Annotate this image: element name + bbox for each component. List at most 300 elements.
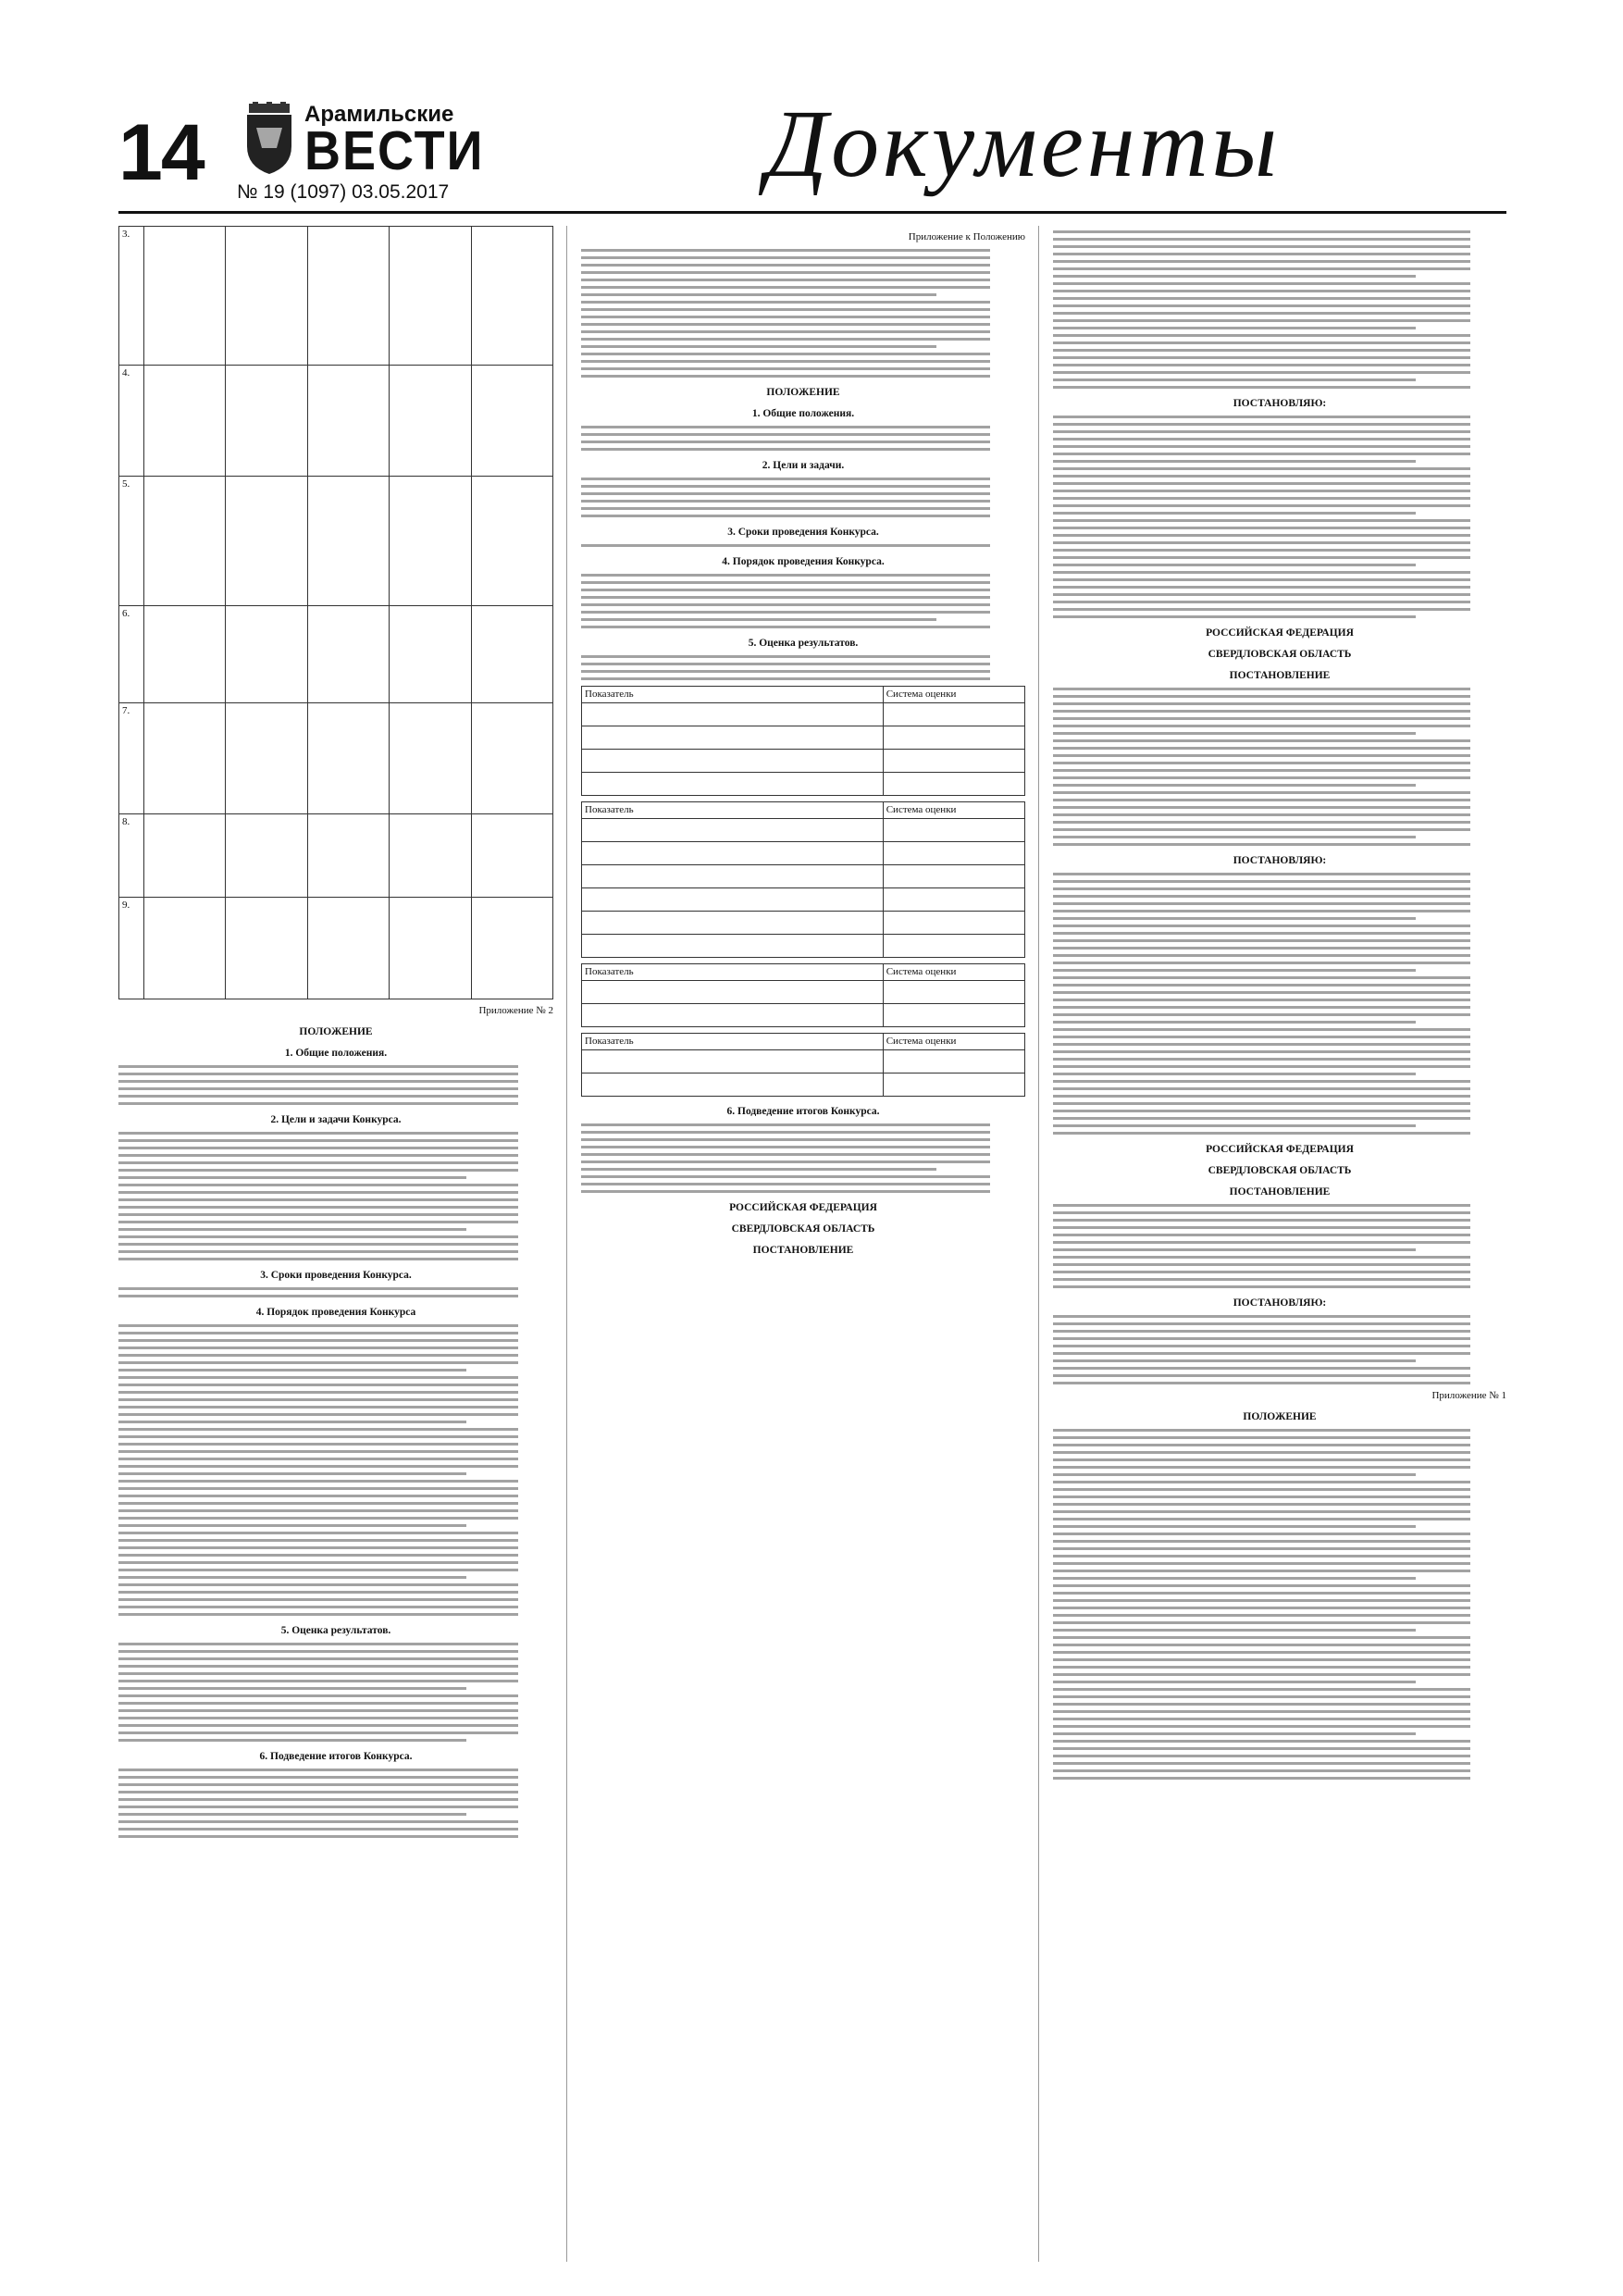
illegible-text-line <box>118 1361 518 1364</box>
illegible-text-line <box>1053 245 1470 248</box>
closing-post: ПОСТАНОВЛЕНИЕ <box>752 1245 854 1256</box>
illegible-text-line <box>1053 1621 1470 1624</box>
illegible-text-line <box>1053 1703 1470 1706</box>
table-cell <box>582 703 884 726</box>
table-cell <box>582 1004 884 1027</box>
illegible-text-line <box>1053 1547 1470 1550</box>
illegible-text-line <box>1053 282 1470 285</box>
illegible-text-line <box>1053 1256 1470 1259</box>
illegible-text-line <box>1053 1496 1470 1498</box>
illegible-text-line <box>1053 319 1470 322</box>
illegible-text-line <box>581 316 990 318</box>
illegible-text-line <box>1053 1028 1470 1031</box>
illegible-text-line <box>1053 1666 1470 1669</box>
illegible-text-line <box>1053 821 1470 824</box>
section-heading: 4. Порядок проведения Конкурса. <box>722 556 885 567</box>
illegible-text-line <box>581 603 990 606</box>
illegible-text-line <box>1053 534 1470 537</box>
illegible-text-line <box>581 433 990 436</box>
illegible-text-line <box>1053 230 1470 233</box>
illegible-text-line <box>1053 593 1470 596</box>
illegible-text-line <box>118 1702 518 1705</box>
illegible-text-line <box>1053 1629 1416 1632</box>
illegible-text-line <box>1053 334 1470 337</box>
section-heading: 5. Оценка результатов. <box>748 638 859 649</box>
illegible-text-line <box>118 1495 518 1497</box>
table-row <box>119 366 553 477</box>
illegible-text-line <box>1053 1322 1470 1325</box>
illegible-text-line <box>118 1087 518 1090</box>
illegible-text-line <box>1053 813 1470 816</box>
illegible-text-line <box>581 478 990 480</box>
illegible-text-line <box>1053 1451 1470 1454</box>
nomination-table <box>581 686 1025 796</box>
illegible-text-line <box>118 1472 466 1475</box>
illegible-text-line <box>1053 1584 1470 1587</box>
section-heading: 4. Порядок проведения Конкурса <box>255 1307 416 1318</box>
illegible-text-line <box>118 1443 518 1446</box>
table-cell <box>307 227 389 366</box>
illegible-text-line <box>1053 1374 1470 1377</box>
illegible-text-line <box>1053 1488 1470 1491</box>
table-cell <box>144 898 226 999</box>
illegible-text-line <box>1053 1481 1470 1483</box>
illegible-text-line <box>118 1198 518 1201</box>
illegible-text-line <box>1053 695 1470 698</box>
illegible-text-line <box>1053 969 1416 972</box>
illegible-text-line <box>118 1657 518 1660</box>
illegible-text-line <box>1053 482 1470 485</box>
table-header-cell: Система оценки <box>883 964 1024 981</box>
regulation-heading: ПОЛОЖЕНИЕ <box>299 1026 373 1037</box>
illegible-text-line <box>581 1183 990 1185</box>
illegible-text-line <box>1053 1359 1416 1362</box>
illegible-text-line <box>1053 1673 1470 1676</box>
illegible-text-line <box>1053 1518 1470 1520</box>
table-row <box>582 773 1025 796</box>
illegible-text-line <box>1053 1263 1470 1266</box>
illegible-text-line <box>1053 586 1470 589</box>
section-heading: 2. Цели и задачи Конкурса. <box>270 1114 402 1125</box>
illegible-text-line <box>1053 999 1470 1001</box>
section-heading: 3. Сроки проведения Конкурса. <box>727 527 879 538</box>
region-heading: СВЕРДЛОВСКАЯ ОБЛАСТЬ <box>1208 649 1352 660</box>
illegible-text-line <box>1053 1352 1470 1355</box>
table-row <box>582 819 1025 842</box>
table-cell <box>471 227 552 366</box>
illegible-text-line <box>1053 1036 1470 1038</box>
table-header-cell: Показатель <box>582 1034 884 1050</box>
table-cell <box>390 477 471 606</box>
illegible-text-line <box>1053 430 1470 433</box>
illegible-text-line <box>1053 541 1470 544</box>
regulation-heading-3: ПОЛОЖЕНИЕ <box>1243 1411 1317 1422</box>
illegible-text-line <box>118 1287 518 1290</box>
table-row <box>582 726 1025 750</box>
table-cell <box>307 606 389 703</box>
illegible-text-line <box>1053 1599 1470 1602</box>
illegible-text-line <box>581 485 990 488</box>
regulation-sections <box>118 1048 553 1838</box>
table-row <box>119 898 553 999</box>
illegible-text-line <box>581 375 990 378</box>
section-title: Документы <box>766 91 1282 197</box>
illegible-text-line <box>1053 1065 1470 1068</box>
table-cell <box>144 477 226 606</box>
illegible-text-line <box>118 1384 518 1386</box>
illegible-text-line <box>118 1724 518 1727</box>
illegible-text-line <box>118 1539 518 1542</box>
illegible-text-line <box>1053 312 1470 315</box>
illegible-text-line <box>1053 776 1470 779</box>
decree-1-body <box>1053 416 1506 618</box>
illegible-text-line <box>581 286 990 289</box>
illegible-text-line <box>1053 460 1416 463</box>
post-heading: ПОСТАНОВЛЕНИЕ <box>1229 670 1331 681</box>
illegible-text-line <box>1053 939 1470 942</box>
illegible-text-line <box>581 677 990 680</box>
illegible-text-line <box>581 308 990 311</box>
illegible-text-line <box>1053 1132 1470 1135</box>
illegible-text-line <box>118 1532 518 1534</box>
decree-2-text <box>1053 688 1506 846</box>
section-heading: 6. Подведение итогов Конкурса. <box>259 1751 413 1762</box>
illegible-text-line <box>118 1161 518 1164</box>
commission-list <box>581 249 1025 378</box>
illegible-text-line <box>1053 976 1470 979</box>
illegible-text-line <box>1053 438 1470 441</box>
decree-3-heading: ПОСТАНОВЛЯЮ: <box>1233 1297 1327 1309</box>
illegible-text-line <box>581 441 990 443</box>
illegible-text-line <box>1053 416 1470 418</box>
illegible-text-line <box>1053 947 1470 949</box>
illegible-text-line <box>1053 341 1470 344</box>
illegible-text-line <box>581 249 990 252</box>
table-cell <box>307 703 389 814</box>
illegible-text-line <box>118 1406 518 1409</box>
illegible-text-line <box>1053 608 1470 611</box>
illegible-text-line <box>1053 1570 1470 1572</box>
table-cell <box>390 703 471 814</box>
issue-number: № 19 (1097) 03.05.2017 <box>237 181 450 203</box>
table-header-cell: Показатель <box>582 802 884 819</box>
illegible-text-line <box>118 1258 518 1260</box>
illegible-text-line <box>118 1813 466 1816</box>
illegible-text-line <box>1053 1211 1470 1214</box>
illegible-text-line <box>1053 275 1416 278</box>
table-cell <box>582 888 884 912</box>
illegible-text-line <box>1053 1651 1470 1654</box>
table-cell <box>144 227 226 366</box>
section-heading: 2. Цели и задачи. <box>762 460 845 471</box>
illegible-text-line <box>118 1524 466 1527</box>
illegible-text-line <box>1053 925 1470 927</box>
illegible-text-line <box>581 338 990 341</box>
illegible-text-line <box>581 367 990 370</box>
illegible-text-line <box>118 1191 518 1194</box>
illegible-text-line <box>1053 710 1470 713</box>
closing-region: СВЕРДЛОВСКАЯ ОБЛАСТЬ <box>731 1223 875 1235</box>
illegible-text-line <box>581 256 990 259</box>
illegible-text-line <box>581 544 990 547</box>
row-number: 9. <box>119 898 144 999</box>
illegible-text-line <box>118 1650 518 1653</box>
illegible-text-line <box>118 1739 466 1742</box>
illegible-text-line <box>1053 379 1416 381</box>
masthead-rule <box>118 211 1506 214</box>
table-cell <box>471 703 552 814</box>
illegible-text-line <box>581 1131 990 1134</box>
table-row <box>582 935 1025 958</box>
illegible-text-line <box>118 1776 518 1779</box>
illegible-text-line <box>118 1569 518 1571</box>
column-divider <box>566 226 567 2262</box>
illegible-text-line <box>581 271 990 274</box>
illegible-text-line <box>118 1598 518 1601</box>
illegible-text-line <box>1053 1644 1470 1646</box>
illegible-text-line <box>1053 895 1470 898</box>
table-row <box>119 477 553 606</box>
masthead <box>118 89 1506 209</box>
table-row <box>582 912 1025 935</box>
illegible-text-line <box>1053 260 1470 263</box>
table-row <box>119 227 553 366</box>
illegible-text-line <box>1053 991 1470 994</box>
table-row <box>119 606 553 703</box>
table-cell <box>582 726 884 750</box>
illegible-text-line <box>1053 769 1470 772</box>
illegible-text-line <box>1053 1762 1470 1765</box>
illegible-text-line <box>1053 1248 1416 1251</box>
table-header-cell: Система оценки <box>883 1034 1024 1050</box>
table-cell <box>883 1004 1024 1027</box>
illegible-text-line <box>1053 1755 1470 1757</box>
table-row <box>582 865 1025 888</box>
table-cell <box>883 726 1024 750</box>
illegible-text-line <box>1053 836 1416 838</box>
table-cell <box>582 773 884 796</box>
illegible-text-line <box>1053 910 1470 912</box>
illegible-text-line <box>118 1769 518 1771</box>
column-divider <box>1038 226 1039 2262</box>
illegible-text-line <box>118 1820 518 1823</box>
illegible-text-line <box>1053 1219 1470 1222</box>
illegible-text-line <box>1053 1050 1470 1053</box>
table-row <box>582 1050 1025 1074</box>
brand-big: ВЕСТИ <box>304 120 485 181</box>
illegible-text-line <box>118 1480 518 1483</box>
illegible-text-line <box>118 1450 518 1453</box>
illegible-text-line <box>118 1591 518 1594</box>
table-cell <box>390 366 471 477</box>
illegible-text-line <box>118 1339 518 1342</box>
illegible-text-line <box>581 448 990 451</box>
illegible-text-line <box>1053 327 1416 329</box>
illegible-text-line <box>118 1421 466 1423</box>
row-number: 5. <box>119 477 144 606</box>
table-cell <box>144 703 226 814</box>
illegible-text-line <box>1053 1725 1470 1728</box>
illegible-text-line <box>118 1561 518 1564</box>
illegible-text-line <box>1053 1777 1470 1780</box>
illegible-text-line <box>581 670 990 673</box>
illegible-text-line <box>118 1169 518 1172</box>
table-cell <box>226 477 307 606</box>
table-cell <box>582 865 884 888</box>
illegible-text-line <box>581 574 990 577</box>
table-cell <box>226 227 307 366</box>
illegible-text-line <box>1053 1747 1470 1750</box>
newspaper-logo <box>243 102 485 185</box>
illegible-text-line <box>1053 887 1470 890</box>
illegible-text-line <box>1053 512 1416 515</box>
illegible-text-line <box>1053 725 1470 727</box>
illegible-text-line <box>1053 1466 1470 1469</box>
nomination-table <box>581 1033 1025 1097</box>
table-cell <box>883 935 1024 958</box>
illegible-text-line <box>581 663 990 665</box>
illegible-text-line <box>1053 1436 1470 1439</box>
table-cell <box>226 606 307 703</box>
illegible-text-line <box>1053 527 1470 529</box>
illegible-text-line <box>1053 564 1416 566</box>
table-cell <box>226 366 307 477</box>
illegible-text-line <box>118 1606 518 1608</box>
illegible-text-line <box>1053 880 1470 883</box>
illegible-text-line <box>1053 739 1470 742</box>
illegible-text-line <box>118 1184 518 1186</box>
regulation-heading-2: ПОЛОЖЕНИЕ <box>766 387 840 398</box>
illegible-text-line <box>1053 1688 1470 1691</box>
illegible-text-line <box>581 492 990 495</box>
illegible-text-line <box>1053 356 1470 359</box>
illegible-text-line <box>1053 1695 1470 1698</box>
section-heading: 5. Оценка результатов. <box>280 1625 391 1636</box>
illegible-text-line <box>1053 747 1470 750</box>
table-row <box>582 1074 1025 1097</box>
illegible-text-line <box>1053 799 1470 801</box>
illegible-text-line <box>581 507 990 510</box>
table-header-cell: Система оценки <box>883 802 1024 819</box>
illegible-text-line <box>581 1153 990 1156</box>
table-cell <box>226 898 307 999</box>
illegible-text-line <box>1053 754 1470 757</box>
brand-top: Арамильские <box>304 102 454 127</box>
illegible-text-line <box>118 1835 518 1838</box>
table-header-cell: Показатель <box>582 964 884 981</box>
illegible-text-line <box>1053 1006 1470 1009</box>
illegible-text-line <box>1053 1124 1416 1127</box>
table-cell <box>390 606 471 703</box>
illegible-text-line <box>118 1680 518 1682</box>
illegible-text-line <box>1053 762 1470 764</box>
illegible-text-line <box>1053 290 1470 292</box>
table-cell <box>226 814 307 898</box>
illegible-text-line <box>1053 1540 1470 1543</box>
illegible-text-line <box>118 1154 518 1157</box>
illegible-text-line <box>118 1798 518 1801</box>
illegible-text-line <box>1053 954 1470 957</box>
illegible-text-line <box>1053 828 1470 831</box>
illegible-text-line <box>118 1132 518 1135</box>
illegible-text-line <box>118 1139 518 1142</box>
table-header-cell: Показатель <box>582 687 884 703</box>
table-cell <box>582 750 884 773</box>
illegible-text-line <box>1053 1330 1470 1333</box>
illegible-text-line <box>1053 1367 1470 1370</box>
illegible-text-line <box>1053 253 1470 255</box>
illegible-text-line <box>118 1413 518 1416</box>
section-heading: 3. Сроки проведения Конкурса. <box>260 1270 412 1281</box>
illegible-text-line <box>118 1235 518 1238</box>
column-2 <box>581 226 1025 1262</box>
illegible-text-line <box>1053 1740 1470 1743</box>
row-number: 3. <box>119 227 144 366</box>
events-table <box>118 226 553 999</box>
illegible-text-line <box>1053 1607 1470 1609</box>
illegible-text-line <box>118 1221 518 1223</box>
illegible-text-line <box>118 1347 518 1349</box>
illegible-text-line <box>1053 1315 1470 1318</box>
illegible-text-line <box>1053 519 1470 522</box>
table-row <box>582 750 1025 773</box>
table-cell <box>144 606 226 703</box>
illegible-text-line <box>118 1369 466 1371</box>
illegible-text-line <box>118 1487 518 1490</box>
illegible-text-line <box>1053 1555 1470 1558</box>
illegible-text-line <box>118 1665 518 1668</box>
table-cell <box>307 477 389 606</box>
illegible-text-line <box>1053 1278 1470 1281</box>
table-row <box>119 814 553 898</box>
decree-1-text <box>1053 230 1506 389</box>
illegible-text-line <box>1053 1102 1470 1105</box>
appendix-heading: Приложение к Положению <box>908 231 1025 242</box>
illegible-text-line <box>1053 702 1470 705</box>
appendix-1-ref: Приложение № 1 <box>1431 1390 1506 1401</box>
illegible-text-line <box>581 655 990 658</box>
illegible-text-line <box>1053 423 1470 426</box>
row-number: 4. <box>119 366 144 477</box>
table-cell <box>883 703 1024 726</box>
table-cell <box>144 366 226 477</box>
illegible-text-line <box>118 1583 518 1586</box>
illegible-text-line <box>118 1783 518 1786</box>
illegible-text-line <box>118 1376 518 1379</box>
illegible-text-line <box>1053 1073 1416 1075</box>
illegible-text-line <box>581 515 990 517</box>
illegible-text-line <box>1053 917 1416 920</box>
illegible-text-line <box>581 1175 990 1178</box>
illegible-text-line <box>118 1080 518 1083</box>
table-row <box>582 703 1025 726</box>
illegible-text-line <box>1053 267 1470 270</box>
illegible-text-line <box>118 1731 518 1734</box>
table-row <box>119 703 553 814</box>
illegible-text-line <box>581 596 990 599</box>
rf-heading-2: РОССИЙСКАЯ ФЕДЕРАЦИЯ <box>1206 1144 1354 1155</box>
illegible-text-line <box>1053 1503 1470 1506</box>
illegible-text-line <box>118 1643 518 1645</box>
post-heading-2: ПОСТАНОВЛЕНИЕ <box>1229 1186 1331 1198</box>
illegible-text-line <box>1053 1658 1470 1661</box>
illegible-text-line <box>118 1546 518 1549</box>
illegible-text-line <box>118 1517 518 1520</box>
table-cell <box>307 814 389 898</box>
illegible-text-line <box>1053 732 1416 735</box>
illegible-text-line <box>118 1398 518 1401</box>
illegible-text-line <box>1053 1337 1470 1340</box>
